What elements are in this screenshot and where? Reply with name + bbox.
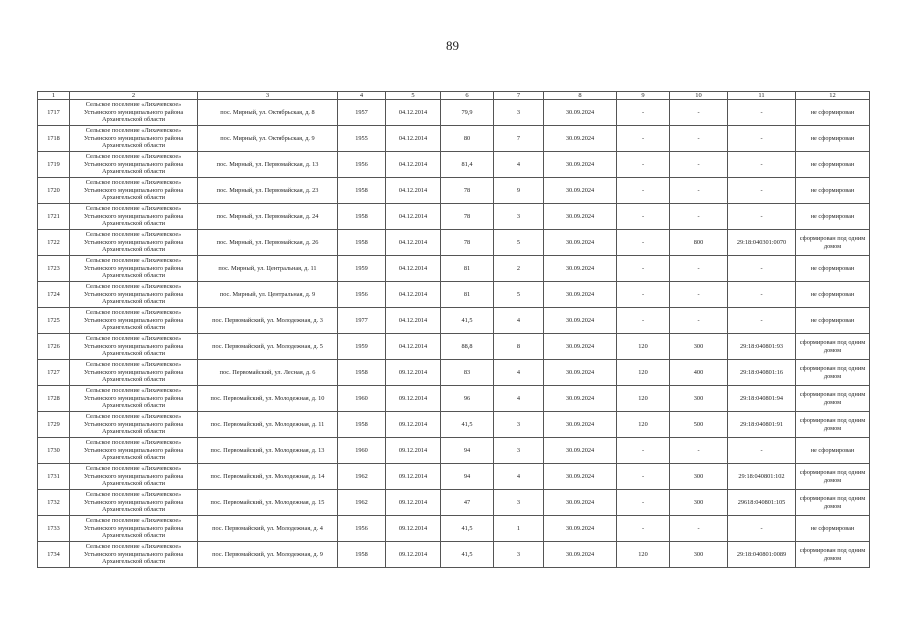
- row-number-cell: 1717: [38, 100, 70, 126]
- table-row: [38, 204, 870, 230]
- area-cell: 80: [441, 126, 494, 152]
- residents-cell: 3: [494, 490, 544, 516]
- planned-date-cell: 30.09.2024: [544, 438, 617, 464]
- table-row: [38, 152, 870, 178]
- column-10-cell: 300: [670, 542, 728, 568]
- residents-cell: 3: [494, 412, 544, 438]
- column-10-cell: 300: [670, 334, 728, 360]
- land-status-cell: не сформирован: [796, 126, 870, 152]
- residents-cell: 2: [494, 256, 544, 282]
- column-number: 9: [617, 92, 670, 100]
- year-cell: 1960: [338, 438, 386, 464]
- owner-cell: Сельское поселение «Лихачевское» Устьянского муниципального района Архангельской области: [70, 464, 198, 490]
- address-cell: пос. Первомайский, ул. Молодежная, д. 13: [198, 438, 338, 464]
- area-cell: 81,4: [441, 152, 494, 178]
- address-cell: пос. Мирный, ул. Первомайская, д. 23: [198, 178, 338, 204]
- address-cell: пос. Первомайский, ул. Молодежная, д. 3: [198, 308, 338, 334]
- column-10-cell: -: [670, 100, 728, 126]
- area-cell: 79,9: [441, 100, 494, 126]
- area-cell: 78: [441, 178, 494, 204]
- row-number-cell: 1733: [38, 516, 70, 542]
- table-row: [38, 386, 870, 412]
- cadastral-number-cell: -: [728, 152, 796, 178]
- row-number-cell: 1730: [38, 438, 70, 464]
- housing-registry-table: [37, 91, 870, 568]
- column-10-cell: 800: [670, 230, 728, 256]
- column-number: 5: [386, 92, 441, 100]
- residents-cell: 8: [494, 334, 544, 360]
- cadastral-number-cell: -: [728, 438, 796, 464]
- cadastral-number-cell: -: [728, 178, 796, 204]
- area-cell: 78: [441, 230, 494, 256]
- land-status-cell: сформирован под одним домом: [796, 334, 870, 360]
- owner-cell: Сельское поселение «Лихачевское» Устьянского муниципального района Архангельской области: [70, 308, 198, 334]
- land-status-cell: сформирован под одним домом: [796, 490, 870, 516]
- planned-date-cell: 30.09.2024: [544, 334, 617, 360]
- year-cell: 1958: [338, 230, 386, 256]
- column-9-cell: -: [617, 230, 670, 256]
- planned-date-cell: 30.09.2024: [544, 256, 617, 282]
- planned-date-cell: 30.09.2024: [544, 386, 617, 412]
- residents-cell: 3: [494, 100, 544, 126]
- column-9-cell: -: [617, 126, 670, 152]
- column-9-cell: 120: [617, 360, 670, 386]
- owner-cell: Сельское поселение «Лихачевское» Устьянского муниципального района Архангельской области: [70, 230, 198, 256]
- cadastral-number-cell: -: [728, 204, 796, 230]
- inclusion-date-cell: 04.12.2014: [386, 126, 441, 152]
- owner-cell: Сельское поселение «Лихачевское» Устьянского муниципального района Архангельской области: [70, 126, 198, 152]
- planned-date-cell: 30.09.2024: [544, 178, 617, 204]
- year-cell: 1958: [338, 412, 386, 438]
- column-9-cell: -: [617, 516, 670, 542]
- column-10-cell: -: [670, 308, 728, 334]
- inclusion-date-cell: 04.12.2014: [386, 282, 441, 308]
- row-number-cell: 1728: [38, 386, 70, 412]
- column-9-cell: -: [617, 152, 670, 178]
- cadastral-number-cell: -: [728, 256, 796, 282]
- owner-cell: Сельское поселение «Лихачевское» Устьянского муниципального района Архангельской области: [70, 282, 198, 308]
- row-number-cell: 1719: [38, 152, 70, 178]
- residents-cell: 4: [494, 308, 544, 334]
- area-cell: 41,5: [441, 542, 494, 568]
- address-cell: пос. Мирный, ул. Первомайская, д. 13: [198, 152, 338, 178]
- residents-cell: 9: [494, 178, 544, 204]
- column-number-row: [38, 92, 870, 100]
- column-9-cell: -: [617, 256, 670, 282]
- column-10-cell: 400: [670, 360, 728, 386]
- inclusion-date-cell: 09.12.2014: [386, 412, 441, 438]
- column-number: 2: [70, 92, 198, 100]
- planned-date-cell: 30.09.2024: [544, 490, 617, 516]
- table-row: [38, 178, 870, 204]
- cadastral-number-cell: -: [728, 516, 796, 542]
- inclusion-date-cell: 04.12.2014: [386, 230, 441, 256]
- residents-cell: 5: [494, 282, 544, 308]
- address-cell: пос. Первомайский, ул. Молодежная, д. 14: [198, 464, 338, 490]
- owner-cell: Сельское поселение «Лихачевское» Устьянского муниципального района Архангельской области: [70, 360, 198, 386]
- land-status-cell: сформирован под одним домом: [796, 464, 870, 490]
- owner-cell: Сельское поселение «Лихачевское» Устьянского муниципального района Архангельской области: [70, 516, 198, 542]
- table-row: [38, 516, 870, 542]
- column-9-cell: -: [617, 308, 670, 334]
- residents-cell: 3: [494, 204, 544, 230]
- area-cell: 81: [441, 256, 494, 282]
- residents-cell: 4: [494, 152, 544, 178]
- page-number: 89: [446, 38, 459, 53]
- residents-cell: 3: [494, 542, 544, 568]
- column-9-cell: 120: [617, 412, 670, 438]
- address-cell: пос. Первомайский, ул. Молодежная, д. 4: [198, 516, 338, 542]
- cadastral-number-cell: -: [728, 100, 796, 126]
- row-number-cell: 1729: [38, 412, 70, 438]
- owner-cell: Сельское поселение «Лихачевское» Устьянского муниципального района Архангельской области: [70, 178, 198, 204]
- owner-cell: Сельское поселение «Лихачевское» Устьянского муниципального района Архангельской области: [70, 386, 198, 412]
- area-cell: 47: [441, 490, 494, 516]
- address-cell: пос. Мирный, ул. Центральная, д. 9: [198, 282, 338, 308]
- year-cell: 1958: [338, 360, 386, 386]
- address-cell: пос. Мирный, ул. Центральная, д. 11: [198, 256, 338, 282]
- table-row: [38, 542, 870, 568]
- column-10-cell: 300: [670, 490, 728, 516]
- address-cell: пос. Первомайский, ул. Лесная, д. 6: [198, 360, 338, 386]
- land-status-cell: не сформирован: [796, 516, 870, 542]
- address-cell: пос. Мирный, ул. Октябрьская, д. 9: [198, 126, 338, 152]
- inclusion-date-cell: 09.12.2014: [386, 438, 441, 464]
- column-10-cell: -: [670, 126, 728, 152]
- planned-date-cell: 30.09.2024: [544, 516, 617, 542]
- address-cell: пос. Мирный, ул. Октябрьская, д. 8: [198, 100, 338, 126]
- column-number: 8: [544, 92, 617, 100]
- area-cell: 41,5: [441, 516, 494, 542]
- cadastral-number-cell: -: [728, 126, 796, 152]
- year-cell: 1958: [338, 178, 386, 204]
- owner-cell: Сельское поселение «Лихачевское» Устьянского муниципального района Архангельской области: [70, 334, 198, 360]
- column-10-cell: -: [670, 516, 728, 542]
- inclusion-date-cell: 04.12.2014: [386, 308, 441, 334]
- table-row: [38, 282, 870, 308]
- column-number: 6: [441, 92, 494, 100]
- land-status-cell: не сформирован: [796, 256, 870, 282]
- land-status-cell: не сформирован: [796, 178, 870, 204]
- cadastral-number-cell: 29:18:040801:94: [728, 386, 796, 412]
- address-cell: пос. Первомайский, ул. Молодежная, д. 10: [198, 386, 338, 412]
- column-9-cell: -: [617, 204, 670, 230]
- planned-date-cell: 30.09.2024: [544, 542, 617, 568]
- inclusion-date-cell: 09.12.2014: [386, 516, 441, 542]
- inclusion-date-cell: 04.12.2014: [386, 204, 441, 230]
- column-9-cell: -: [617, 100, 670, 126]
- inclusion-date-cell: 09.12.2014: [386, 542, 441, 568]
- land-status-cell: не сформирован: [796, 204, 870, 230]
- cadastral-number-cell: 29:18:040801:93: [728, 334, 796, 360]
- planned-date-cell: 30.09.2024: [544, 100, 617, 126]
- area-cell: 94: [441, 464, 494, 490]
- owner-cell: Сельское поселение «Лихачевское» Устьянского муниципального района Архангельской области: [70, 438, 198, 464]
- planned-date-cell: 30.09.2024: [544, 126, 617, 152]
- area-cell: 41,5: [441, 412, 494, 438]
- column-9-cell: -: [617, 282, 670, 308]
- column-10-cell: 500: [670, 412, 728, 438]
- row-number-cell: 1722: [38, 230, 70, 256]
- planned-date-cell: 30.09.2024: [544, 412, 617, 438]
- year-cell: 1956: [338, 152, 386, 178]
- address-cell: пос. Первомайский, ул. Молодежная, д. 11: [198, 412, 338, 438]
- owner-cell: Сельское поселение «Лихачевское» Устьянского муниципального района Архангельской области: [70, 490, 198, 516]
- column-9-cell: 120: [617, 542, 670, 568]
- planned-date-cell: 30.09.2024: [544, 152, 617, 178]
- year-cell: 1960: [338, 386, 386, 412]
- address-cell: пос. Первомайский, ул. Молодежная, д. 5: [198, 334, 338, 360]
- area-cell: 81: [441, 282, 494, 308]
- year-cell: 1977: [338, 308, 386, 334]
- area-cell: 94: [441, 438, 494, 464]
- year-cell: 1959: [338, 334, 386, 360]
- row-number-cell: 1718: [38, 126, 70, 152]
- column-9-cell: 120: [617, 334, 670, 360]
- column-9-cell: -: [617, 438, 670, 464]
- column-9-cell: 120: [617, 386, 670, 412]
- column-number: 10: [670, 92, 728, 100]
- address-cell: пос. Мирный, ул. Первомайская, д. 26: [198, 230, 338, 256]
- area-cell: 41,5: [441, 308, 494, 334]
- column-number: 3: [198, 92, 338, 100]
- year-cell: 1957: [338, 100, 386, 126]
- planned-date-cell: 30.09.2024: [544, 204, 617, 230]
- address-cell: пос. Мирный, ул. Первомайская, д. 24: [198, 204, 338, 230]
- column-number: 4: [338, 92, 386, 100]
- area-cell: 83: [441, 360, 494, 386]
- area-cell: 78: [441, 204, 494, 230]
- year-cell: 1956: [338, 282, 386, 308]
- land-status-cell: не сформирован: [796, 152, 870, 178]
- column-number: 11: [728, 92, 796, 100]
- land-status-cell: сформирован под одним домом: [796, 542, 870, 568]
- land-status-cell: сформирован под одним домом: [796, 360, 870, 386]
- table-row: [38, 464, 870, 490]
- owner-cell: Сельское поселение «Лихачевское» Устьянского муниципального района Архангельской области: [70, 152, 198, 178]
- area-cell: 96: [441, 386, 494, 412]
- planned-date-cell: 30.09.2024: [544, 282, 617, 308]
- planned-date-cell: 30.09.2024: [544, 308, 617, 334]
- residents-cell: 4: [494, 386, 544, 412]
- column-10-cell: -: [670, 204, 728, 230]
- cadastral-number-cell: 29:18:040301:0070: [728, 230, 796, 256]
- column-10-cell: 300: [670, 386, 728, 412]
- land-status-cell: не сформирован: [796, 100, 870, 126]
- address-cell: пос. Первомайский, ул. Молодежная, д. 15: [198, 490, 338, 516]
- column-10-cell: 300: [670, 464, 728, 490]
- table-row: [38, 126, 870, 152]
- table-row: [38, 230, 870, 256]
- table-row: [38, 256, 870, 282]
- row-number-cell: 1720: [38, 178, 70, 204]
- year-cell: 1956: [338, 516, 386, 542]
- row-number-cell: 1731: [38, 464, 70, 490]
- inclusion-date-cell: 09.12.2014: [386, 386, 441, 412]
- inclusion-date-cell: 04.12.2014: [386, 100, 441, 126]
- table-row: [38, 308, 870, 334]
- owner-cell: Сельское поселение «Лихачевское» Устьянского муниципального района Архангельской области: [70, 204, 198, 230]
- row-number-cell: 1724: [38, 282, 70, 308]
- row-number-cell: 1726: [38, 334, 70, 360]
- address-cell: пос. Первомайский, ул. Молодежная, д. 9: [198, 542, 338, 568]
- row-number-cell: 1727: [38, 360, 70, 386]
- column-number: 1: [38, 92, 70, 100]
- inclusion-date-cell: 04.12.2014: [386, 256, 441, 282]
- table-row: [38, 490, 870, 516]
- land-status-cell: сформирован под одним домом: [796, 230, 870, 256]
- owner-cell: Сельское поселение «Лихачевское» Устьянского муниципального района Архангельской области: [70, 256, 198, 282]
- area-cell: 88,8: [441, 334, 494, 360]
- residents-cell: 4: [494, 360, 544, 386]
- column-10-cell: -: [670, 152, 728, 178]
- cadastral-number-cell: 29:18:040801:16: [728, 360, 796, 386]
- column-number: 7: [494, 92, 544, 100]
- land-status-cell: не сформирован: [796, 308, 870, 334]
- owner-cell: Сельское поселение «Лихачевское» Устьянского муниципального района Архангельской области: [70, 412, 198, 438]
- table-row: [38, 360, 870, 386]
- column-10-cell: -: [670, 438, 728, 464]
- land-status-cell: сформирован под одним домом: [796, 386, 870, 412]
- owner-cell: Сельское поселение «Лихачевское» Устьянского муниципального района Архангельской области: [70, 100, 198, 126]
- column-9-cell: -: [617, 464, 670, 490]
- table-row: [38, 412, 870, 438]
- cadastral-number-cell: 29:18:040801:102: [728, 464, 796, 490]
- year-cell: 1962: [338, 464, 386, 490]
- inclusion-date-cell: 04.12.2014: [386, 178, 441, 204]
- cadastral-number-cell: -: [728, 308, 796, 334]
- cadastral-number-cell: 29:18:040801:91: [728, 412, 796, 438]
- row-number-cell: 1734: [38, 542, 70, 568]
- residents-cell: 7: [494, 126, 544, 152]
- column-10-cell: -: [670, 178, 728, 204]
- land-status-cell: не сформирован: [796, 282, 870, 308]
- table-row: [38, 334, 870, 360]
- residents-cell: 3: [494, 438, 544, 464]
- inclusion-date-cell: 09.12.2014: [386, 360, 441, 386]
- land-status-cell: не сформирован: [796, 438, 870, 464]
- table-row: [38, 438, 870, 464]
- row-number-cell: 1723: [38, 256, 70, 282]
- land-status-cell: сформирован под одним домом: [796, 412, 870, 438]
- planned-date-cell: 30.09.2024: [544, 464, 617, 490]
- inclusion-date-cell: 04.12.2014: [386, 334, 441, 360]
- row-number-cell: 1725: [38, 308, 70, 334]
- column-9-cell: -: [617, 178, 670, 204]
- cadastral-number-cell: 29618:040801:105: [728, 490, 796, 516]
- year-cell: 1958: [338, 542, 386, 568]
- year-cell: 1959: [338, 256, 386, 282]
- column-10-cell: -: [670, 282, 728, 308]
- owner-cell: Сельское поселение «Лихачевское» Устьянского муниципального района Архангельской области: [70, 542, 198, 568]
- year-cell: 1958: [338, 204, 386, 230]
- residents-cell: 4: [494, 464, 544, 490]
- row-number-cell: 1732: [38, 490, 70, 516]
- planned-date-cell: 30.09.2024: [544, 230, 617, 256]
- residents-cell: 5: [494, 230, 544, 256]
- cadastral-number-cell: 29:18:040801:0089: [728, 542, 796, 568]
- inclusion-date-cell: 09.12.2014: [386, 490, 441, 516]
- planned-date-cell: 30.09.2024: [544, 360, 617, 386]
- inclusion-date-cell: 09.12.2014: [386, 464, 441, 490]
- residents-cell: 1: [494, 516, 544, 542]
- year-cell: 1955: [338, 126, 386, 152]
- year-cell: 1962: [338, 490, 386, 516]
- column-number: 12: [796, 92, 870, 100]
- inclusion-date-cell: 04.12.2014: [386, 152, 441, 178]
- table-row: [38, 100, 870, 126]
- row-number-cell: 1721: [38, 204, 70, 230]
- cadastral-number-cell: -: [728, 282, 796, 308]
- column-10-cell: -: [670, 256, 728, 282]
- column-9-cell: -: [617, 490, 670, 516]
